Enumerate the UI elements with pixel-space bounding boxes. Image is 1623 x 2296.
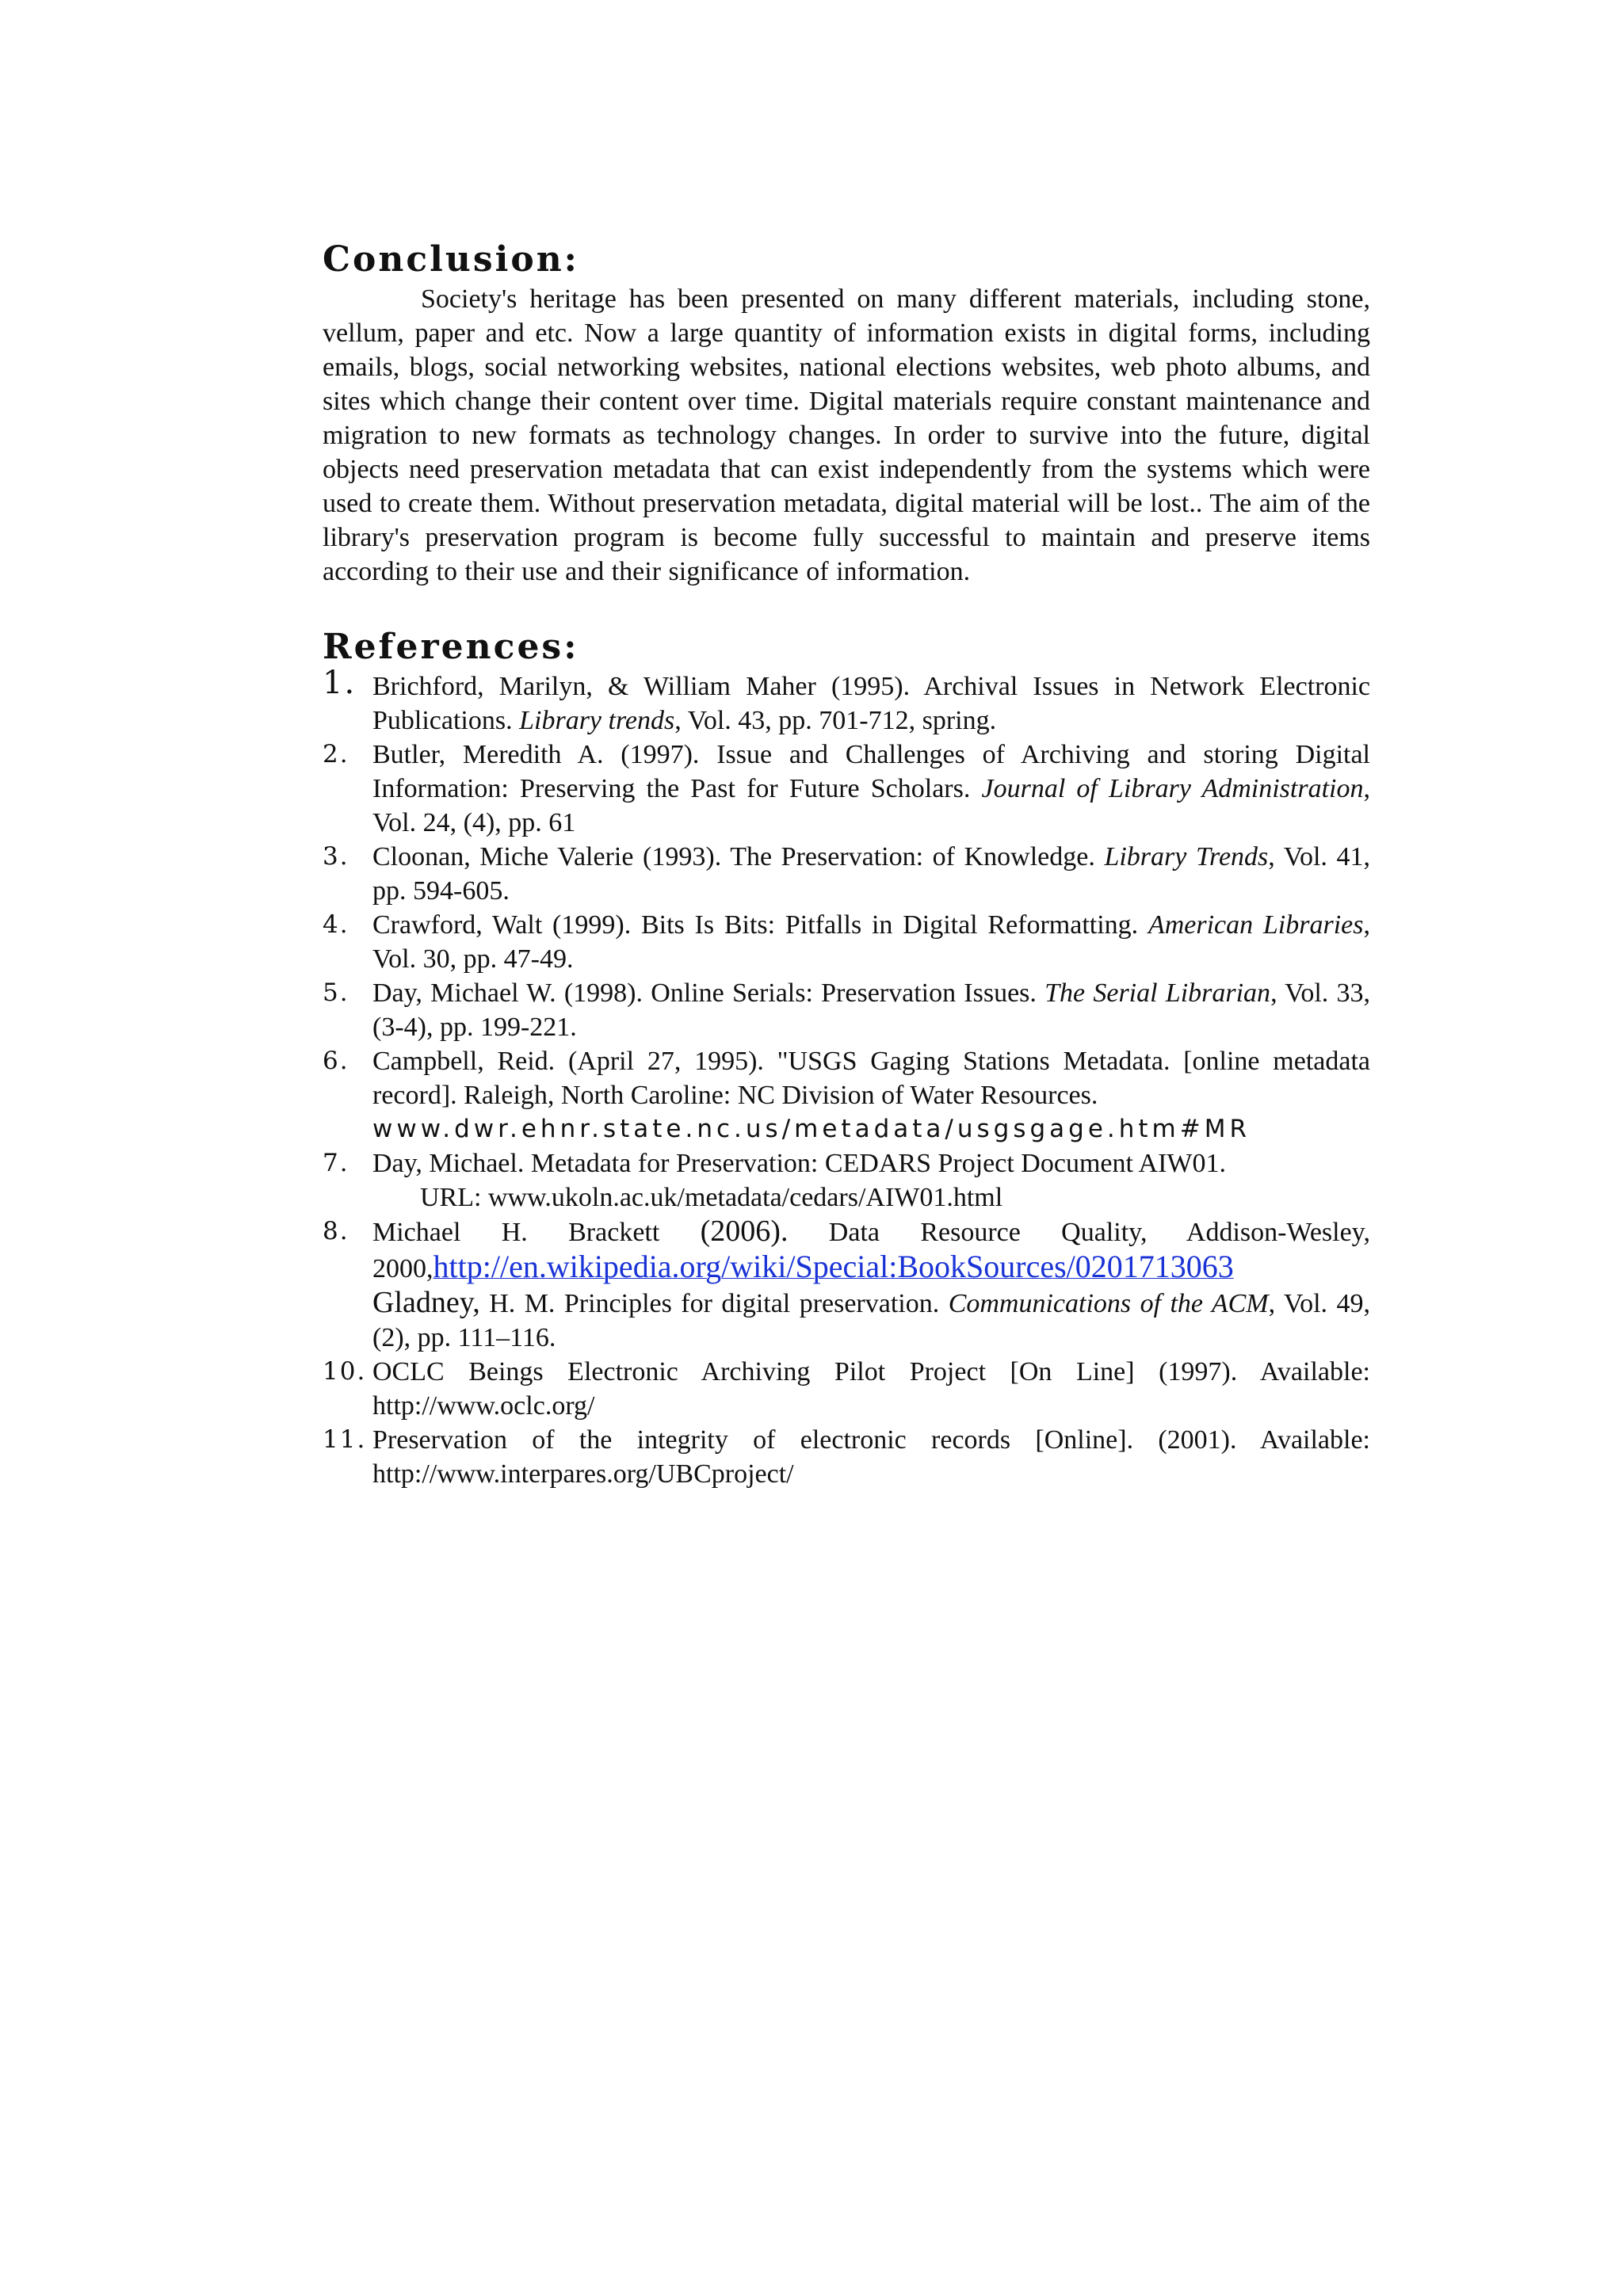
reference-journal: Library Trends [1104, 842, 1269, 871]
conclusion-paragraph: Society's heritage has been presented on many different materials, including stone, vellum, paper and etc. Now a large quantity of information exists in digital forms, including emails, blogs, social networking websites, national elections websites, web photo albums, and sites which change their content over time. Digital materials require constant maintenance and migration to new formats as technology changes. In order to survive into the future, digital objects need preservation metadata that can exist independently from the systems which were used to create them. Without preservation metadata, digital material will be lost.. The aim of the library's preservation program is become fully successful to maintain and preserve items according to their use and their significance of information. [323, 284, 1370, 586]
reference-number: 4. [323, 910, 349, 939]
reference-details: , Vol. 41, pp. 594-605. [372, 842, 1370, 906]
reference-item [323, 976, 1370, 1044]
reference-journal: American Libraries [1148, 910, 1364, 940]
reference-journal: The Serial Librarian [1044, 978, 1271, 1008]
reference-number: 11. [323, 1425, 367, 1454]
reference-text: Butler, Meredith A. (1997). Issue and Challenges of Archiving and storing Digital Information: Preserving the Past for Future Scholars. [372, 740, 1370, 803]
reference-year: (2006). [700, 1215, 789, 1248]
reference-details: , Vol. 24, (4), pp. 61 [372, 774, 1370, 837]
reference-item [323, 1215, 1370, 1355]
reference-text: Preservation of the integrity of electronic records [Online]. (2001). Available: http://www.interpares.org/UBCproject/ [372, 1425, 1370, 1489]
reference-url: URL: www.ukoln.ac.uk/metadata/cedars/AIW01.html [420, 1183, 1003, 1212]
reference-number: 8. [323, 1217, 349, 1245]
reference-details: , Vol. 33, (3-4), pp. 199-221. [372, 978, 1370, 1042]
reference-item [323, 908, 1370, 976]
conclusion-heading: Conclusion: [323, 239, 579, 280]
reference-journal: Communications of the ACM [948, 1289, 1269, 1318]
reference-number: 10. [323, 1357, 367, 1386]
reference-item [323, 1423, 1370, 1491]
references-list [323, 665, 1370, 1491]
reference-text: Day, Michael. Metadata for Preservation: CEDARS Project Document AIW01. [372, 1149, 1227, 1178]
reference-journal: Journal of Library Administration [981, 774, 1364, 803]
reference-details: , Vol. 30, pp. 47-49. [372, 910, 1370, 974]
reference-number: 2. [323, 740, 349, 769]
reference-item [323, 738, 1370, 840]
reference-text: Brichford, Marilyn, & William Maher (1995). Archival Issues in Network Electronic Publications. [372, 672, 1370, 735]
reference-text: H. M. Principles for digital preservation. [479, 1289, 949, 1318]
reference-text: OCLC Beings Electronic Archiving Pilot Project [On Line] (1997). Available: http://www.oclc.org/ [372, 1357, 1370, 1421]
reference-url: www.dwr.ehnr.state.nc.us/metadata/usgsgage.htm#MR [372, 1115, 1251, 1143]
reference-item [323, 1355, 1370, 1423]
reference-number: 7. [323, 1149, 349, 1177]
reference-item [323, 1146, 1370, 1215]
reference-item [323, 665, 1370, 738]
document-page [323, 238, 1370, 1491]
reference-text: Campbell, Reid. (April 27, 1995). "USGS Gaging Stations Metadata. [online metadata record]. Raleigh, North Caroline: NC Division of Water Resources. [372, 1047, 1370, 1110]
reference-text: Crawford, Walt (1999). Bits Is Bits: Pitfalls in Digital Reformatting. [372, 910, 1148, 940]
reference-item [323, 1044, 1370, 1146]
references-heading: References: [323, 627, 579, 667]
reference-number: 1. [323, 665, 357, 701]
reference-number: 5. [323, 978, 349, 1007]
reference-details: Data Resource Quality, Addison-Wesley, 2000, [372, 1218, 1370, 1283]
reference-text: Cloonan, Miche Valerie (1993). The Preservation: of Knowledge. [372, 842, 1105, 871]
reference-link[interactable]: http://en.wikipedia.org/wiki/Special:BookSources/0201713063 [433, 1249, 1234, 1284]
reference-journal: Library trends [519, 706, 675, 735]
reference-text: Michael H. Brackett [372, 1218, 701, 1247]
reference-number: 3. [323, 842, 349, 871]
reference-details: , Vol. 49, (2), pp. 111–116. [372, 1289, 1370, 1352]
reference-text: Day, Michael W. (1998). Online Serials: Preservation Issues. [372, 978, 1045, 1008]
reference-item [323, 840, 1370, 908]
reference-details: , Vol. 43, pp. 701-712, spring. [674, 706, 997, 735]
reference-number: 6. [323, 1047, 349, 1075]
reference-author: Gladney, [372, 1286, 480, 1319]
